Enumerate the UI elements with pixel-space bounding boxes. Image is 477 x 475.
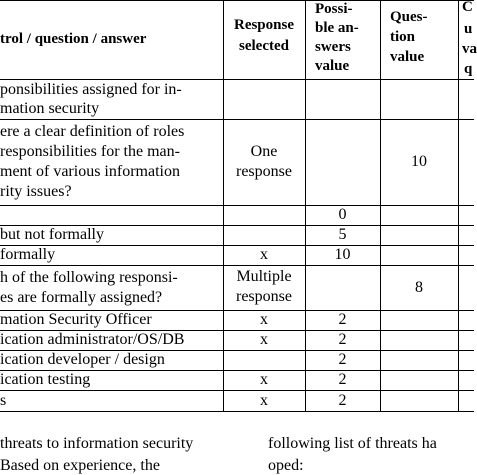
response-type-multiple-line1: Multiple (236, 268, 292, 285)
header-cut-line2: u (464, 21, 473, 37)
question-roles-line1: ere a clear definition of roles (0, 123, 185, 140)
answer-selected-administrator: x (260, 331, 268, 348)
body-text-left-line1: threats to information security (0, 435, 194, 452)
answer-label-administrator: ication administrator/OS/DB (0, 331, 185, 348)
header-possible-line2: ble an- (315, 20, 359, 36)
body-text-right-line2: oped: (268, 457, 304, 474)
response-type-one-line1: One (250, 143, 278, 160)
row-responsibilities-line1: ponsibilities assigned for in- (0, 81, 182, 98)
response-type-multiple-line2: response (236, 288, 292, 305)
answer-value-administrator: 2 (338, 331, 347, 348)
answer-value-testing: 2 (338, 371, 347, 388)
question-responsibilities-line2: es are formally assigned? (0, 289, 163, 306)
question-roles-line4: rity issues? (0, 183, 72, 200)
body-text-left-line2: Based on experience, the (0, 457, 160, 474)
answer-selected-formally: x (260, 246, 268, 263)
header-question-line2: tion (390, 29, 416, 45)
header-response-line2: selected (239, 38, 289, 54)
header-possible-line1: Possi- (315, 1, 353, 17)
answer-value-none: 0 (338, 206, 347, 223)
answer-selected-testing: x (260, 371, 268, 388)
answer-label-testing: ication testing (0, 371, 91, 388)
header-possible-line3: swers (315, 39, 351, 55)
answer-value-not-formally: 5 (338, 226, 347, 243)
answer-label-security-officer: mation Security Officer (0, 311, 152, 328)
answer-label-developer: ication developer / design (0, 351, 165, 368)
question-value-roles: 10 (411, 153, 427, 170)
row-responsibilities-line2: mation security (0, 100, 100, 117)
answer-label-formally: formally (0, 246, 56, 263)
answer-value-developer: 2 (338, 351, 347, 368)
question-roles-line3: ment of various information (0, 163, 180, 180)
answer-label-other: s (0, 392, 7, 409)
header-cut-line4: q (464, 61, 473, 77)
answer-value-security-officer: 2 (338, 311, 347, 328)
answer-selected-security-officer: x (260, 311, 268, 328)
header-cut-line1: C (462, 0, 473, 15)
header-question-line3: value (390, 49, 425, 65)
question-value-responsibilities: 8 (415, 279, 423, 296)
body-text-right-line1: following list of threats ha (268, 435, 437, 452)
question-responsibilities-line1: h of the following responsi- (0, 269, 178, 286)
answer-value-other: 2 (338, 392, 347, 409)
header-possible-line4: value (315, 58, 350, 74)
question-roles-line2: responsibilities for the man- (0, 143, 180, 160)
answer-selected-other: x (260, 392, 268, 409)
header-response-line1: Response (233, 17, 294, 33)
answer-value-formally: 10 (334, 246, 351, 263)
response-type-one-line2: response (236, 163, 292, 180)
header-cut-line3: va (462, 41, 477, 57)
answer-label-not-formally: but not formally (0, 226, 104, 243)
header-control: trol / question / answer (0, 31, 147, 47)
header-question-line1: Ques- (390, 9, 428, 25)
